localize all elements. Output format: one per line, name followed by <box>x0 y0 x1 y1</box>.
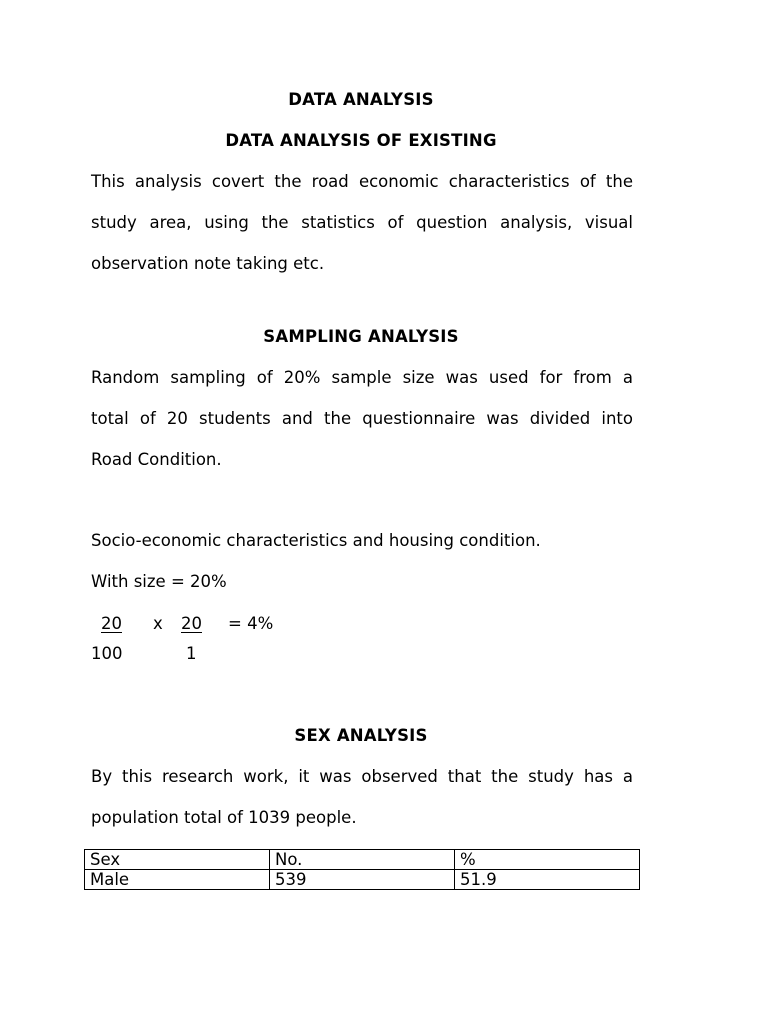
section-heading-sampling: SAMPLING ANALYSIS <box>263 327 459 346</box>
formula-result: = 4% <box>228 614 274 633</box>
table-header-cell: Sex <box>85 850 270 870</box>
sex-line-1: By this research work, it was observed that the study has a <box>91 767 633 786</box>
intro-line-2: study area, using the statistics of question analysis, visual <box>91 213 633 232</box>
formula-denominator-2: 1 <box>186 644 197 663</box>
sex-line-2: population total of 1039 people. <box>91 808 357 827</box>
sampling-line-1: Random sampling of 20% sample size was used for from a <box>91 368 633 387</box>
table-cell: 51.9 <box>454 870 639 890</box>
intro-line-3: observation note taking etc. <box>91 254 325 273</box>
table-row <box>85 870 640 890</box>
section-heading-existing: DATA ANALYSIS OF EXISTING <box>225 131 497 150</box>
intro-line-1: This analysis covert the road economic characteristics of the <box>91 172 633 191</box>
sex-table <box>84 849 640 890</box>
table-header-row <box>85 850 640 870</box>
formula-numerator-1: 20 <box>101 614 122 633</box>
sampling-line-2: total of 20 students and the questionnaire was divided into <box>91 409 633 428</box>
table-cell: Male <box>85 870 270 890</box>
section-heading-sex: SEX ANALYSIS <box>294 726 428 745</box>
formula-times: x <box>153 614 163 633</box>
socio-economic-line: Socio-economic characteristics and housing condition. <box>91 531 541 550</box>
table-cell: 539 <box>270 870 455 890</box>
table-header-cell: No. <box>270 850 455 870</box>
sampling-line-3: Road Condition. <box>91 450 222 469</box>
page-title: DATA ANALYSIS <box>288 90 434 109</box>
formula-numerator-2: 20 <box>181 614 202 633</box>
formula-denominator-1: 100 <box>91 644 123 663</box>
sample-size-line: With size = 20% <box>91 572 227 591</box>
table-header-cell: % <box>454 850 639 870</box>
